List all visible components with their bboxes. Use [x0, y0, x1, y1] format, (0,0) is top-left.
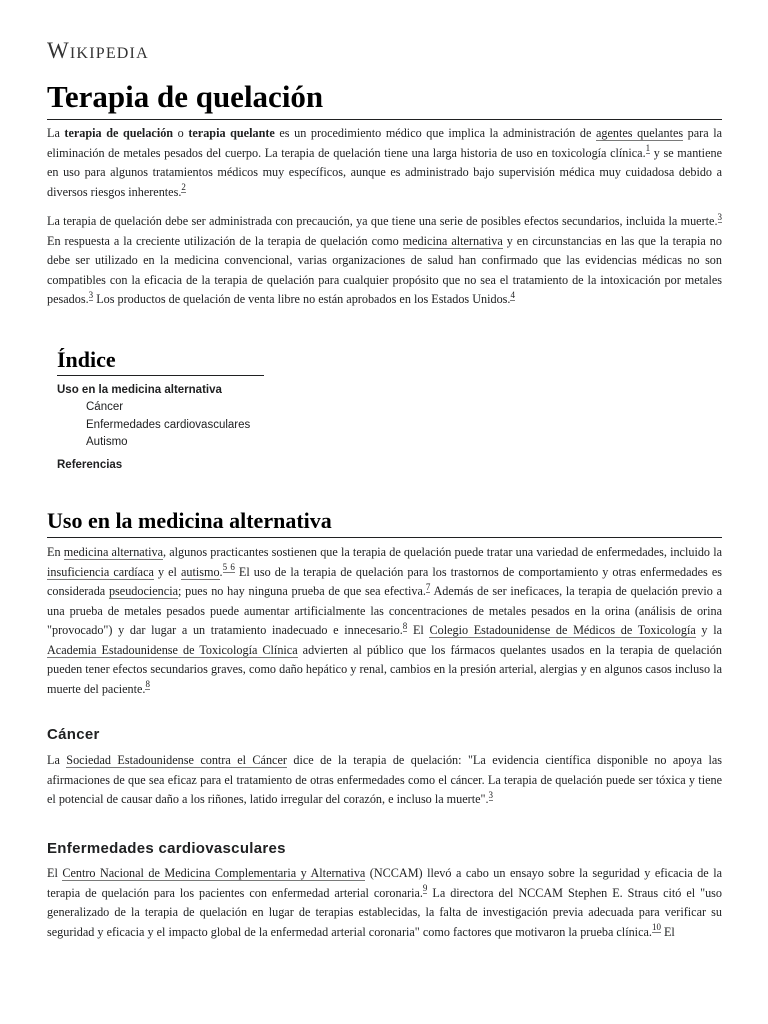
text: El uso de la terapia de quelación para los trastornos de comportamiento y otras enfermedades es considerada: [47, 564, 723, 598]
text: o: [173, 126, 189, 140]
citation-link[interactable]: 3: [88, 289, 94, 300]
citation-link[interactable]: 4: [510, 289, 515, 300]
section-heading-enfermedades-cardiovasculares: Enfermedades cardiovasculares: [47, 840, 286, 857]
link-nccam[interactable]: Centro Nacional de Medicina Complementaria y Alternativa: [62, 866, 366, 880]
text: Además de ser ineficaces, la terapia de quelación previo a una prueba de metales pesados puede aumentar artificialmente las concentraciones de metales pesados en la orina (análisis de orina "provocado") y dar lugar a un tratamiento inadecuado e innecesario.: [47, 584, 722, 637]
citation-link[interactable]: 8: [402, 620, 408, 631]
text: dice de la terapia de quelación: "La evidencia científica disponible no apoya las afirmaciones de que sea eficaz para el tratamiento de otras enfermedades como el cáncer. La terapia de quelación puede ser tóxica y tiene el potencial de causar daño a los riñones, latido irregular del corazón, e incluso la muerte".: [47, 753, 722, 806]
citation-link[interactable]: 10: [651, 922, 661, 933]
section-paragraph: [47, 864, 722, 942]
bold-term: terapia quelante: [188, 126, 275, 140]
toc-item-enfermedades-cardiovasculares[interactable]: Enfermedades cardiovasculares: [86, 418, 251, 431]
title-block: [47, 78, 722, 120]
citation-link[interactable]: 1: [645, 143, 651, 154]
text: y la: [695, 623, 722, 637]
citation-link[interactable]: 3: [488, 789, 494, 800]
text: La: [47, 753, 67, 767]
intro-paragraph-2: [47, 212, 722, 310]
text: y el: [153, 564, 181, 579]
text: La terapia de quelación debe ser administrada con precaución, ya que tiene una serie de posibles efectos secundarios, incluida la muerte.: [47, 214, 718, 228]
link-insuficiencia-cardiaca[interactable]: insuficiencia cardíaca: [47, 564, 154, 579]
text: ; pues no hay ninguna prueba de que sea efectiva.: [177, 584, 426, 598]
text: .: [219, 564, 223, 579]
toc-title: Índice: [57, 345, 264, 376]
citation-link[interactable]: 8: [145, 679, 150, 690]
citation-link[interactable]: 9: [422, 883, 428, 894]
intro-paragraph-1: [47, 124, 722, 202]
text: y se mantiene en uso para algunos tratamientos médicos muy específicos, aunque es administrado bajo supervisión médica muy cuidadosa debido a diversos riesgos inherentes.: [47, 145, 722, 199]
page-title: Terapia de quelación: [47, 79, 324, 114]
text: El: [407, 623, 430, 637]
section-paragraph: [47, 751, 722, 810]
text: En respuesta a la creciente utilización de la terapia de quelación como: [47, 233, 403, 248]
citation-link[interactable]: 7: [425, 581, 431, 592]
section-heading-uso-medicina-alternativa: Uso en la medicina alternativa: [47, 508, 332, 533]
toc-item-cancer[interactable]: Cáncer: [86, 401, 124, 413]
link-colegio-toxicologia[interactable]: Colegio Estadounidense de Médicos de Toxicología: [429, 623, 696, 637]
bold-term: terapia de quelación: [64, 126, 174, 140]
text: para la eliminación de metales pesados del cuerpo. La terapia de quelación tiene una larga historia de uso en toxicología clínica.: [47, 126, 723, 160]
link-sociedad-cancer[interactable]: Sociedad Estadounidense contra el Cáncer: [66, 753, 287, 767]
link-medicina-alternativa[interactable]: medicina alternativa: [63, 545, 163, 559]
link-agentes-quelantes[interactable]: agentes quelantes: [595, 126, 684, 140]
text: En: [47, 545, 64, 559]
link-medicina-alternativa[interactable]: medicina alternativa: [402, 233, 503, 248]
text: (NCCAM) llevó a cabo un ensayo sobre la seguridad y eficacia de la terapia de quelación para los pacientes con enfermedad arterial coronaria.: [47, 866, 722, 900]
section-heading-block: [47, 507, 722, 538]
section-paragraph: [47, 543, 722, 699]
citation-link[interactable]: 3: [717, 211, 722, 222]
toc-item-uso-medicina-alternativa[interactable]: Uso en la medicina alternativa: [57, 384, 222, 396]
link-academia-toxicologia[interactable]: Academia Estadounidense de Toxicología Clínica: [47, 642, 298, 657]
text: , algunos practicantes sostienen que la terapia de quelación puede tratar una variedad de enfermedades, incluido la: [163, 545, 722, 559]
text: y en circunstancias en las que la terapia no debe ser utilizado en la medicina convencional, varias organizaciones de salud han confirmado que las evidencias médicas no son compatibles con la eficacia de la terapia de quelación para cualquier propósito que no sea el tratamiento de la intoxicación por metales pesados.: [47, 233, 722, 306]
link-autismo[interactable]: autismo: [180, 564, 220, 579]
text: es un procedimiento médico que implica la administración de: [274, 126, 596, 140]
text: El: [660, 924, 675, 939]
citation-link[interactable]: 5 6: [222, 562, 235, 573]
citation-link[interactable]: 2: [181, 182, 186, 193]
text: La: [47, 126, 65, 140]
text: advierten al público que los fármacos quelantes usados en la terapia de quelación pueden tener efectos secundarios graves, como daño hepático y renal, cambios en la presión arterial, alergias y en algunos casos incluso la muerte del paciente.: [47, 642, 722, 696]
text: El: [47, 866, 63, 880]
section-heading-cancer: Cáncer: [47, 726, 100, 743]
toc-item-referencias[interactable]: Referencias: [57, 458, 123, 471]
toc-item-autismo[interactable]: Autismo: [86, 436, 128, 448]
wikipedia-wordmark[interactable]: Wikipedia: [47, 38, 149, 63]
table-of-contents: [57, 345, 387, 474]
text: Los productos de quelación de venta libre no están aprobados en los Estados Unidos.: [93, 292, 511, 306]
link-pseudociencia[interactable]: pseudociencia: [108, 584, 178, 598]
text: La directora del NCCAM Stephen E. Straus citó el "uso generalizado de la terapia de quelación en lugar de terapias establecidas, la falta de investigación previa adecuada para verificar su seguridad y eficacia y el impacto global de la enfermedad arterial coronaria" como factores que motivaron la prueba clínica.: [47, 885, 722, 939]
